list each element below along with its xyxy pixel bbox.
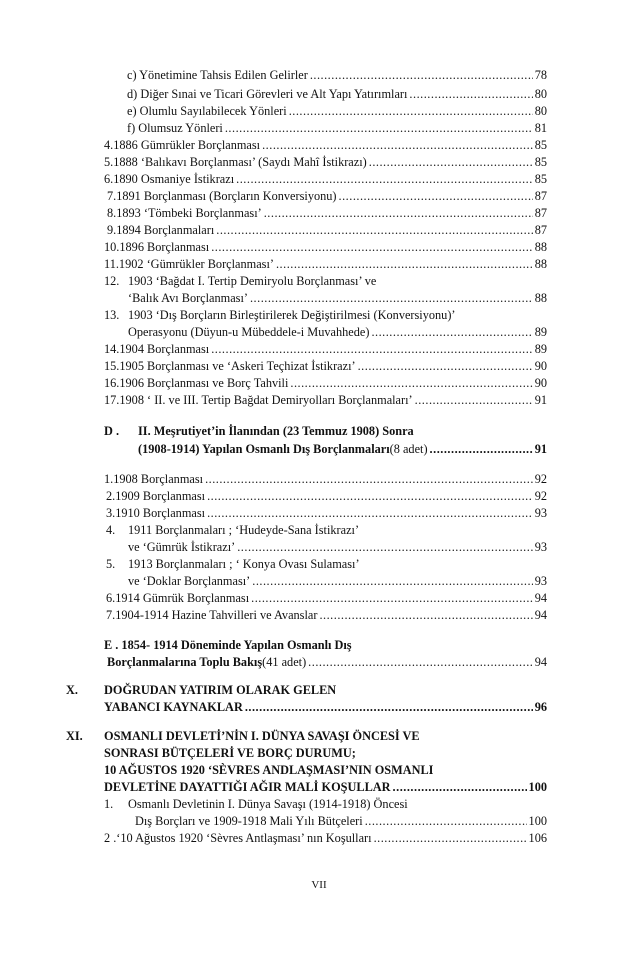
toc-entry-page: 93 <box>534 540 547 554</box>
toc-entry <box>104 359 547 374</box>
toc-entry <box>127 68 547 83</box>
toc-entry <box>104 472 547 487</box>
toc-entry-page: 87 <box>534 223 547 237</box>
toc-entry-page: 88 <box>534 291 547 305</box>
toc-entry-page: 91 <box>534 393 547 407</box>
toc-entry-title: 1886 Gümrükler Borçlanması <box>113 138 261 152</box>
toc-entry-page: 94 <box>534 591 547 605</box>
toc-entry-number: 7. <box>106 608 116 622</box>
toc-entry <box>128 540 547 555</box>
toc-entry-page: 94 <box>534 608 547 622</box>
toc-entry-number: 10. <box>104 240 120 254</box>
toc-entry-title: 1904-1914 Hazine Tahvilleri ve Avanslar <box>115 608 318 622</box>
toc-entry-page: 92 <box>534 489 547 503</box>
chapter-heading <box>66 683 547 698</box>
toc-entry <box>128 325 547 340</box>
toc-entry <box>104 831 547 846</box>
leader-dots <box>245 700 533 715</box>
toc-entry-title: 1905 Borçlanması ve ‘Askeri Teçhizat İstikrazı’ <box>119 359 356 373</box>
toc-entry <box>107 223 547 238</box>
chapter-title: DOĞRUDAN YATIRIM OLARAK GELEN <box>104 683 337 697</box>
chapter-number: XI. <box>66 729 83 743</box>
toc-entry-title: 1903 ‘Dış Borçların Birleştirilerek Değiştirilmesi (Konversiyonu)’ <box>128 308 456 322</box>
leader-dots <box>250 291 533 306</box>
toc-entry-number: 17. <box>104 393 120 407</box>
chapter-heading <box>104 700 547 715</box>
toc-entry-page: 90 <box>534 359 547 373</box>
chapter-title: DEVLETİNE DAYATTIĞI AĞIR MALİ KOŞULLAR <box>104 780 391 794</box>
toc-entry-page: 85 <box>534 155 547 169</box>
leader-dots <box>358 359 533 374</box>
toc-entry <box>128 574 547 589</box>
section-title: E . 1854- 1914 Döneminde Yapılan Osmanlı Dış <box>104 638 352 652</box>
section-letter: D . <box>104 424 120 438</box>
toc-entry-title: 1888 ‘Balıkavı Borçlanması’ (Saydı Mahî İstikrazı) <box>113 155 367 169</box>
toc-entry-title: 1903 ‘Bağdat I. Tertip Demiryolu Borçlanması’ ve <box>128 274 377 288</box>
toc-entry-title: f) Olumsuz Yönleri <box>127 121 223 135</box>
toc-entry <box>127 104 547 119</box>
toc-entry-page: 80 <box>534 87 547 101</box>
toc-entry-title: 1913 Borçlanmaları ; ‘ Konya Ovası Sulaması’ <box>128 557 360 571</box>
leader-dots <box>430 442 533 457</box>
toc-entry-number: 1. <box>104 797 114 811</box>
toc-entry-page: 96 <box>534 700 547 714</box>
leader-dots <box>216 223 532 238</box>
toc-entry <box>135 814 547 829</box>
toc-entry <box>106 523 547 538</box>
leader-dots <box>374 831 527 846</box>
toc-entry-title: e) Olumlu Sayılabilecek Yönleri <box>127 104 287 118</box>
toc-entry-title: Dış Borçları ve 1909-1918 Mali Yılı Bütçeleri <box>135 814 363 828</box>
toc-entry-number: 12. <box>104 274 120 288</box>
toc-entry-title: 1914 Gümrük Borçlanması <box>115 591 250 605</box>
toc-entry-title: 1910 Borçlanması <box>115 506 206 520</box>
toc-entry <box>107 206 547 221</box>
chapter-title: SONRASI BÜTÇELERİ VE BORÇ DURUMU; <box>104 746 356 760</box>
toc-entry-page: 80 <box>534 104 547 118</box>
toc-entry-page: 93 <box>534 506 547 520</box>
toc-entry-number: 9. <box>107 223 117 237</box>
toc-entry-title: Operasyonu (Düyun-u Mübeddele-i Muvahhede) <box>128 325 370 339</box>
toc-entry <box>127 121 547 136</box>
toc-entry <box>106 506 547 521</box>
toc-entry-page: 100 <box>528 780 547 794</box>
toc-entry-title: 1908 ‘ II. ve III. Tertip Bağdat Demiryolları Borçlanmaları’ <box>119 393 413 407</box>
toc-entry <box>106 591 547 606</box>
section-count: (41 adet) <box>262 655 307 669</box>
section-count: (8 adet) <box>389 442 428 456</box>
toc-entry <box>104 172 547 187</box>
toc-entry <box>104 342 547 357</box>
leader-dots <box>252 574 532 589</box>
leader-dots <box>236 172 533 187</box>
leader-dots <box>251 591 533 606</box>
toc-entry-number: 6. <box>106 591 116 605</box>
toc-entry-page: 81 <box>534 121 547 135</box>
toc-entry-page: 85 <box>534 172 547 186</box>
toc-entry-title: 1911 Borçlanmaları ; ‘Hudeyde-Sana İstikrazı’ <box>128 523 360 537</box>
toc-entry-title: 1890 Osmaniye İstikrazı <box>113 172 235 186</box>
section-heading <box>138 442 547 457</box>
toc-entry-number: 3. <box>106 506 116 520</box>
chapter-title: 10 AĞUSTOS 1920 ‘SÈVRES ANDLAŞMASI’NIN OSMANLI <box>104 763 434 777</box>
leader-dots <box>211 342 533 357</box>
leader-dots <box>211 240 533 255</box>
section-heading <box>104 638 547 653</box>
toc-entry-title: 1909 Borçlanması <box>115 489 206 503</box>
toc-entry-number: 8. <box>107 206 117 220</box>
toc-entry-title: 1906 Borçlanması ve Borç Tahvili <box>119 376 289 390</box>
toc-entry <box>106 489 547 504</box>
toc-entry <box>128 291 547 306</box>
chapter-title: OSMANLI DEVLETİ’NİN I. DÜNYA SAVAŞI ÖNCESİ VE <box>104 729 420 743</box>
leader-dots <box>262 138 533 153</box>
toc-entry-number: 4. <box>106 523 116 537</box>
toc-entry-title: 1894 Borçlanmaları <box>116 223 215 237</box>
leader-dots <box>369 155 533 170</box>
toc-entry-page: 88 <box>534 240 547 254</box>
chapter-heading <box>66 729 547 744</box>
chapter-title: YABANCI KAYNAKLAR <box>104 700 243 714</box>
toc-entry-page: 78 <box>534 68 547 82</box>
toc-entry <box>127 87 547 102</box>
leader-dots <box>308 655 533 670</box>
toc-entry-page: 90 <box>534 376 547 390</box>
toc-entry <box>104 257 547 272</box>
toc-entry-number: 13. <box>104 308 120 322</box>
toc-entry-title: 1908 Borçlanması <box>113 472 204 486</box>
leader-dots <box>415 393 533 408</box>
toc-entry-page: 92 <box>534 472 547 486</box>
toc-entry-number: 14. <box>104 342 120 356</box>
section-heading <box>104 424 547 439</box>
toc-entry-number: 5. <box>104 155 114 169</box>
leader-dots <box>365 814 527 829</box>
leader-dots <box>409 87 532 102</box>
toc-entry <box>104 376 547 391</box>
leader-dots <box>319 608 532 623</box>
toc-entry-number: 1. <box>104 472 114 486</box>
page-number: VII <box>311 879 327 891</box>
toc-entry-page: 89 <box>534 325 547 339</box>
toc-entry <box>106 557 547 572</box>
toc-entry <box>106 608 547 623</box>
leader-dots <box>237 540 532 555</box>
toc-entry-title: 1893 ‘Tömbeki Borçlanması’ <box>116 206 262 220</box>
chapter-heading <box>104 780 547 795</box>
toc-entry-page: 100 <box>528 814 547 828</box>
chapter-heading <box>104 746 547 761</box>
leader-dots <box>276 257 533 272</box>
toc-entry <box>104 274 547 289</box>
toc-entry-number: 11. <box>104 257 119 271</box>
toc-entry-number: 2 . <box>104 831 117 845</box>
toc-entry-number: 16. <box>104 376 120 390</box>
leader-dots <box>371 325 532 340</box>
toc-entry-title: ve ‘Gümrük İstikrazı’ <box>128 540 236 554</box>
toc-entry-page: 106 <box>528 831 547 845</box>
leader-dots <box>264 206 533 221</box>
toc-entry-title: ‘Balık Avı Borçlanması’ <box>128 291 248 305</box>
toc-entry-page: 91 <box>534 442 547 456</box>
section-heading <box>107 655 547 670</box>
toc-entry-title: c) Yönetimine Tahsis Edilen Gelirler <box>127 68 308 82</box>
toc-entry-title: ve ‘Doklar Borçlanması’ <box>128 574 251 588</box>
toc-entry-number: 5. <box>106 557 116 571</box>
toc-entry-number: 2. <box>106 489 116 503</box>
leader-dots <box>290 376 532 391</box>
toc-entry-page: 87 <box>534 206 547 220</box>
leader-dots <box>205 472 533 487</box>
section-title: Borçlanmalarına Toplu Bakış <box>107 655 263 669</box>
toc-entry-page: 87 <box>534 189 547 203</box>
toc-entry-page: 94 <box>534 655 547 669</box>
toc-entry <box>104 240 547 255</box>
toc-entry-title: Osmanlı Devletinin I. Dünya Savaşı (1914-1918) Öncesi <box>128 797 408 811</box>
leader-dots <box>339 189 533 204</box>
section-title: (1908-1914) Yapılan Osmanlı Dış Borçlanmaları <box>138 442 390 456</box>
toc-entry <box>104 155 547 170</box>
toc-entry-title: 1891 Borçlanması (Borçların Konversiyonu) <box>116 189 337 203</box>
toc-entry-number: 7. <box>107 189 117 203</box>
toc-entry-title: 1902 ‘Gümrükler Borçlanması’ <box>118 257 274 271</box>
toc-entry-number: 6. <box>104 172 114 186</box>
leader-dots <box>207 489 533 504</box>
toc-entry <box>104 308 547 323</box>
leader-dots <box>207 506 533 521</box>
leader-dots <box>225 121 533 136</box>
toc-entry-page: 88 <box>534 257 547 271</box>
leader-dots <box>393 780 527 795</box>
section-title: II. Meşrutiyet’in İlanından (23 Temmuz 1908) Sonra <box>138 424 414 438</box>
toc-entry-number: 15. <box>104 359 120 373</box>
leader-dots <box>310 68 533 83</box>
toc-entry-page: 85 <box>534 138 547 152</box>
chapter-number: X. <box>66 683 78 697</box>
toc-entry-title: 1904 Borçlanması <box>119 342 210 356</box>
chapter-heading <box>104 763 547 778</box>
toc-entry-page: 89 <box>534 342 547 356</box>
toc-entry <box>104 138 547 153</box>
toc-entry-title: d) Diğer Sınai ve Ticari Görevleri ve Alt Yapı Yatırımları <box>127 87 408 101</box>
toc-entry-number: 4. <box>104 138 114 152</box>
leader-dots <box>289 104 533 119</box>
toc-entry-page: 93 <box>534 574 547 588</box>
toc-entry-title: ‘10 Ağustos 1920 ‘Sèvres Antlaşması’ nın Koşulları <box>116 831 372 845</box>
toc-entry <box>107 189 547 204</box>
toc-entry-title: 1896 Borçlanması <box>119 240 210 254</box>
toc-entry <box>104 393 547 408</box>
toc-entry <box>104 797 547 812</box>
